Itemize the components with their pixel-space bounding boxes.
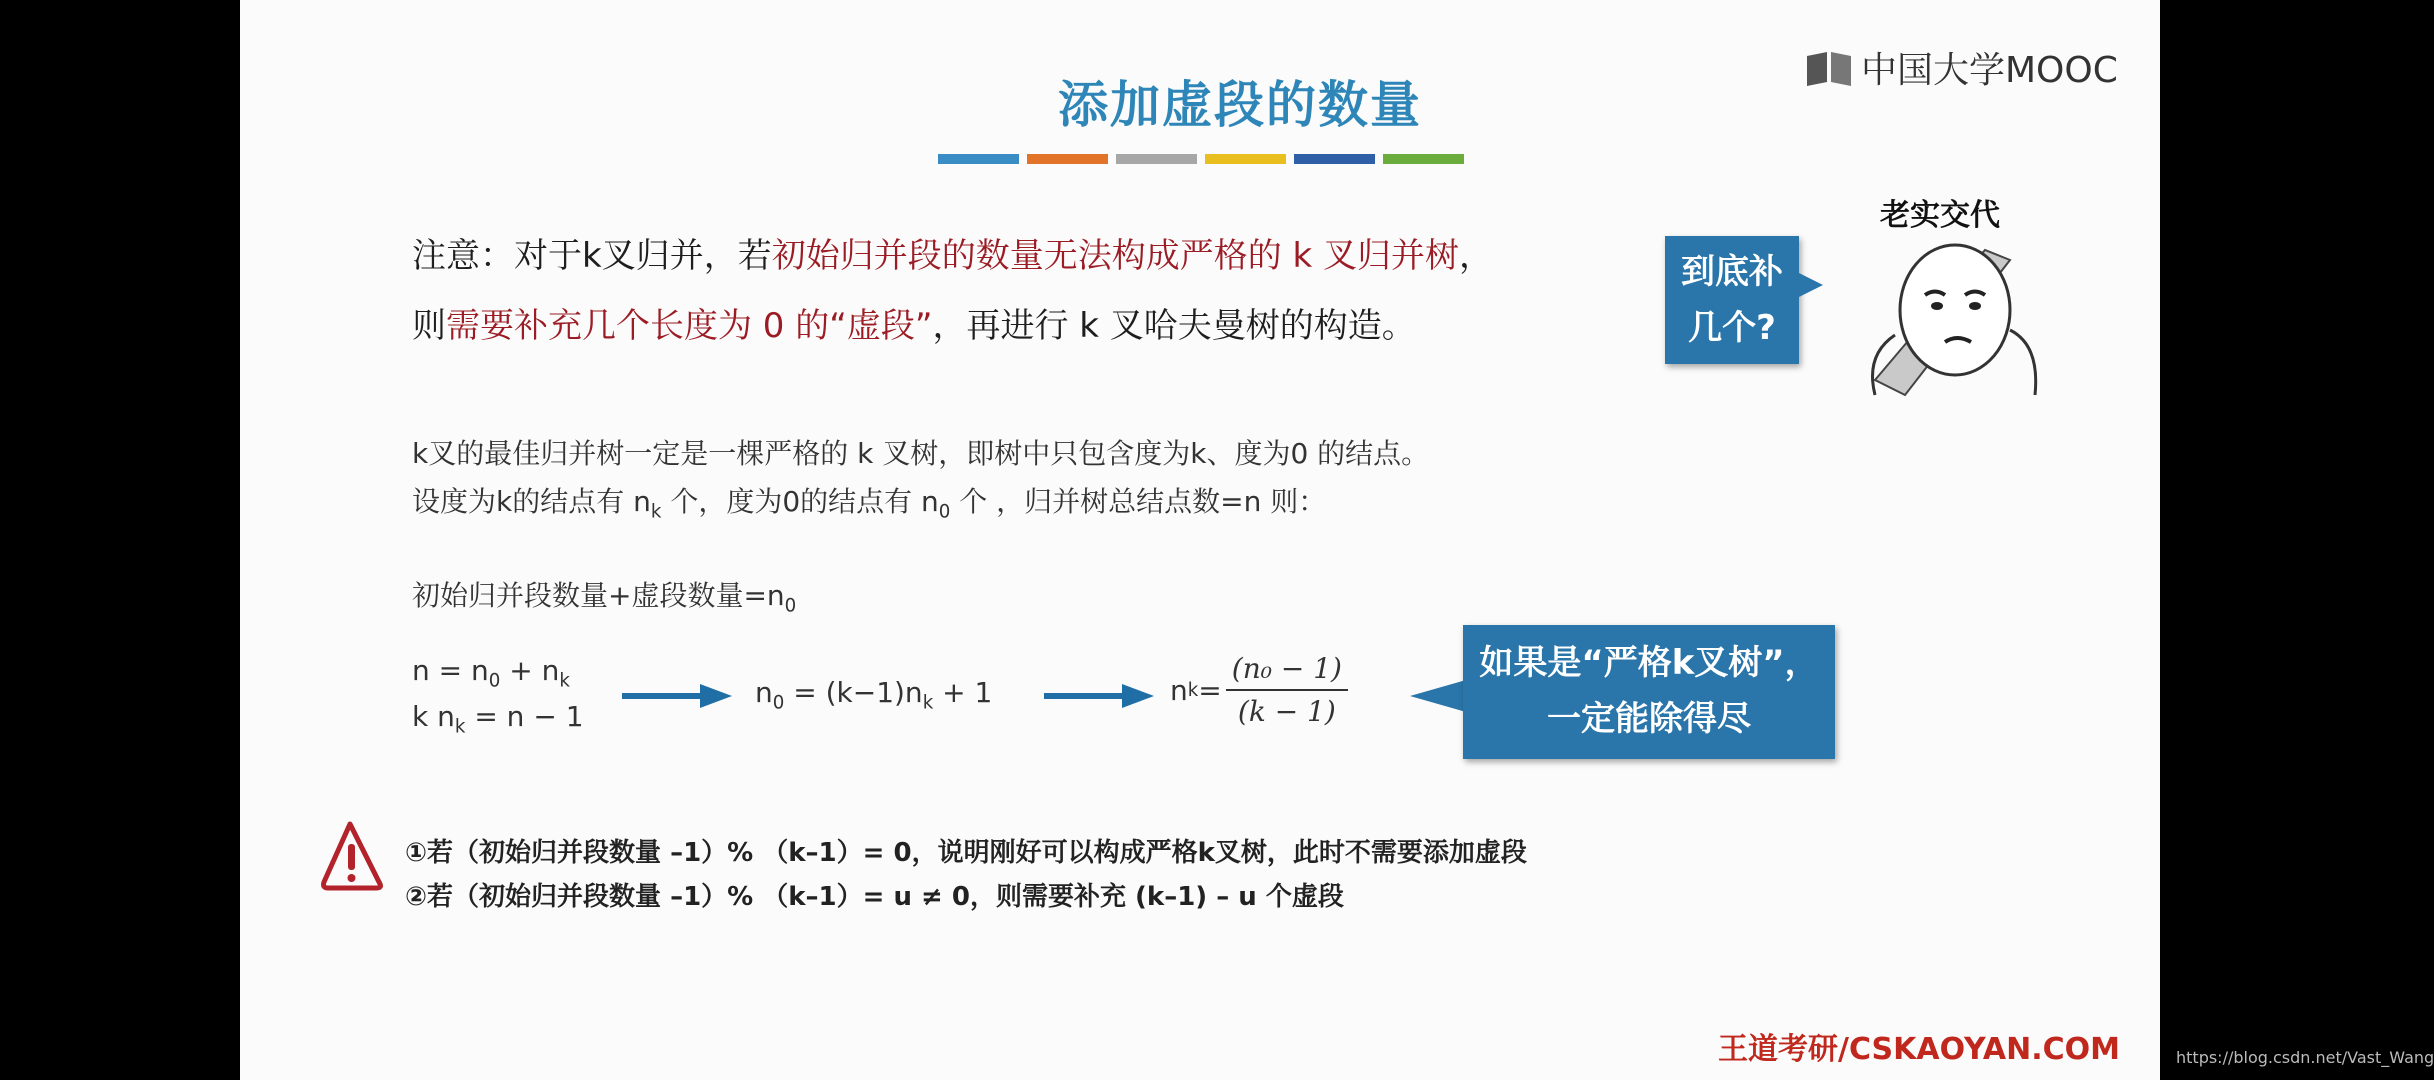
note-text: ，再进行 k 叉哈夫曼树的构造。 — [932, 306, 1416, 346]
equation-3 — [755, 676, 992, 713]
warning-icon — [320, 820, 384, 892]
note-text: 则 — [412, 306, 446, 346]
note-text: 注意：对于k叉归并，若 — [412, 236, 772, 276]
watermark: https://blog.csdn.net/Vast_Wang — [2176, 1048, 2434, 1067]
face-caption: 老实交代 — [1880, 198, 2000, 233]
fraction-denominator: (k − 1) — [1237, 695, 1336, 728]
note-highlight: 初始归并段的数量无法构成严格的 k 叉归并树 — [771, 236, 1460, 276]
color-bar — [1027, 154, 1108, 164]
subscript: k — [922, 692, 934, 714]
equation-2 — [412, 700, 584, 737]
arrow-right-icon — [1044, 684, 1154, 708]
slide — [240, 0, 2160, 1080]
paragraph-node-count — [412, 480, 1326, 522]
callout-how-many — [1665, 236, 1799, 364]
subscript: k — [559, 670, 570, 692]
callout-line: 到底补 — [1681, 252, 1783, 292]
text: = (k−1)n — [784, 676, 923, 709]
rule-1: ①若（初始归并段数量 –1）% （k–1）= 0，说明刚好可以构成严格k叉树，此时不需要添加虚段 — [405, 838, 1527, 868]
title-color-bars — [938, 154, 1464, 164]
text: k n — [412, 700, 455, 733]
note-line-1 — [412, 228, 1493, 277]
note-line-2 — [412, 298, 1416, 347]
arrow-right-icon — [622, 684, 732, 708]
color-bar — [1383, 154, 1464, 164]
text: = — [1198, 673, 1222, 707]
subscript: 0 — [784, 595, 797, 617]
text: + n — [500, 654, 560, 687]
book-icon — [1805, 48, 1853, 88]
subscript: 0 — [488, 670, 501, 692]
text: = n − 1 — [465, 700, 584, 733]
text: n = n — [412, 654, 489, 687]
rule-2: ②若（初始归并段数量 –1）% （k–1）= u ≠ 0，则需要补充 (k–1) – u 个虚段 — [405, 882, 1344, 912]
text: n — [755, 676, 773, 709]
subscript: 0 — [938, 501, 951, 523]
note-text: ， — [1459, 236, 1494, 276]
subscript: k — [1187, 679, 1199, 701]
formula-segments — [412, 574, 796, 616]
callout-line: 如果是“严格k叉树”， — [1479, 643, 1819, 683]
slide-title: 添加虚段的数量 — [1058, 76, 1422, 134]
footer-brand: 王道考研/CSKAOYAN.COM — [1718, 1032, 2120, 1067]
face-meme-icon — [1835, 230, 2075, 395]
fraction — [1226, 652, 1348, 728]
text: + 1 — [933, 676, 993, 709]
callout-divisible — [1463, 625, 1835, 759]
text: 个 ，归并树总结点数=n 则： — [950, 485, 1327, 518]
paragraph-strict-tree: k叉的最佳归并树一定是一棵严格的 k 叉树，即树中只包含度为k、度为0 的结点。 — [412, 437, 1430, 470]
subscript: k — [650, 501, 662, 523]
text: 初始归并段数量+虚段数量=n — [412, 579, 785, 612]
callout-pointer — [1797, 270, 1827, 300]
text: 个，度为0的结点有 n — [661, 485, 939, 518]
text: n — [1170, 673, 1188, 707]
color-bar — [1205, 154, 1286, 164]
fraction-numerator: (n₀ − 1) — [1226, 652, 1348, 691]
color-bar — [1294, 154, 1375, 164]
subscript: 0 — [772, 692, 785, 714]
note-highlight: 需要补充几个长度为 0 的“虚段” — [446, 306, 933, 346]
callout-pointer — [1410, 676, 1466, 716]
color-bar — [938, 154, 1019, 164]
equation-4 — [1170, 652, 1348, 728]
callout-line: 几个? — [1688, 308, 1776, 348]
logo-text: 中国大学MOOC — [1861, 50, 2118, 91]
subscript: k — [454, 716, 466, 738]
callout-line: 一定能除得尽 — [1547, 699, 1751, 739]
mooc-logo — [1805, 42, 2118, 93]
color-bar — [1116, 154, 1197, 164]
text: 设度为k的结点有 n — [412, 485, 651, 518]
equation-1 — [412, 654, 570, 691]
